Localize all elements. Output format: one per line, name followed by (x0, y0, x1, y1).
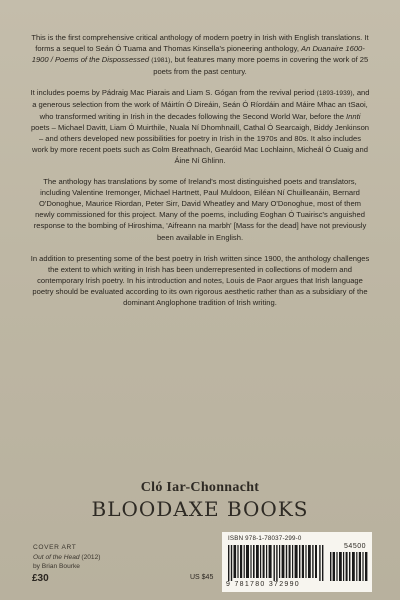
year-note: (1893-1939) (316, 90, 353, 98)
blurb-text-run: , and a generous selection from the work of Máirtín Ó Direáin, Seán Ó Ríordáin and Máire Mhac an tSaoi, who transformed writing in Irish in the decades following the Second World War, before the (32, 88, 370, 121)
imprint-name: Cló Iar-Chonnacht (140, 480, 260, 495)
cover-art-year: (2012) (81, 553, 101, 561)
price-gbp: £30 (32, 573, 49, 584)
anthology-title: An Duanaire 1600-1900 / Poems of the Dispossessed (31, 44, 365, 65)
cover-art-title: Out of the Head (33, 553, 80, 561)
price-barcode-icon (330, 552, 368, 581)
cover-art-credit (33, 543, 173, 572)
cover-art-label: COVER ART (33, 544, 77, 551)
price-code: 54500 (344, 543, 366, 550)
blurb-paragraph-2 (30, 87, 370, 166)
year-note: (1981) (151, 57, 171, 65)
blurb-text-run: This is the first comprehensive critical anthology of modern poetry in Irish with English translations. It forms a sequel to Seán Ó Tuama and Thomas Kinsella's pioneering anthology, (31, 33, 369, 54)
cover-art-artist: by Brian Bourke (33, 563, 80, 570)
blurb-text (30, 32, 370, 318)
innti-term: Innti (346, 111, 361, 121)
barcode-bars-icon (228, 545, 324, 581)
barcode-digits: 9 781780 372990 (226, 581, 300, 588)
publisher-logo: BLOODAXE BOOKS (91, 497, 309, 521)
price-usd: US $45 (190, 574, 214, 581)
blurb-text-run: poets – Michael Davitt, Liam Ó Muirthile, Nuala Ní Dhomhnaill, Cathal Ó Searcaigh, Biddy Jenkinson – and others developed new possibilities for poetry in Irish in the 1970s and 80s. It also includes work by more recent poets such as Colm Breathnach, Gearóid Mac Lochlainn, Micheál Ó Cuaig and Áine Ní Ghlinn. (30, 122, 370, 165)
blurb-text-run: It includes poems by Pádraig Mac Piarais and Liam S. Gógan from the revival period (30, 88, 317, 98)
cover-art-title-line (33, 553, 173, 563)
blurb-paragraph-1 (30, 32, 370, 77)
blurb-paragraph-4: In addition to presenting some of the best poetry in Irish written since 1900, the anthology challenges the extent to which writing in Irish has been underrepresented in collections of modern and contemporary Irish poetry. In his introduction and notes, Louis de Paor argues that Irish language poetry should be evaluated according to its own rigorous aesthetic rather than as a subsidiary of the dominant Anglophone tradition of Irish writing. (30, 253, 370, 307)
blurb-text-run: , but features many more poems in covering the work of 25 poets from the past century. (153, 55, 369, 77)
isbn-number: ISBN 978-1-78037-299-0 (228, 535, 302, 542)
barcode (222, 532, 372, 592)
blurb-paragraph-3: The anthology has translations by some of Ireland's most distinguished poets and translators, including Valentine Iremonger, Michael Hartnett, Paul Muldoon, Eiléan Ní Chuilleanáin, Bernard O'Donoghue, Maurice Riordan, Peter Sirr, David Wheatley and Mary O'Donoghue, most of them newly commissioned for this project. Many of the poems, including Eoghan Ó Tuairisc's anguished response to the bombing of Hiroshima, 'Aifreann na marbh' [Mass for the dead] have not previously been available in English. (33, 177, 367, 242)
